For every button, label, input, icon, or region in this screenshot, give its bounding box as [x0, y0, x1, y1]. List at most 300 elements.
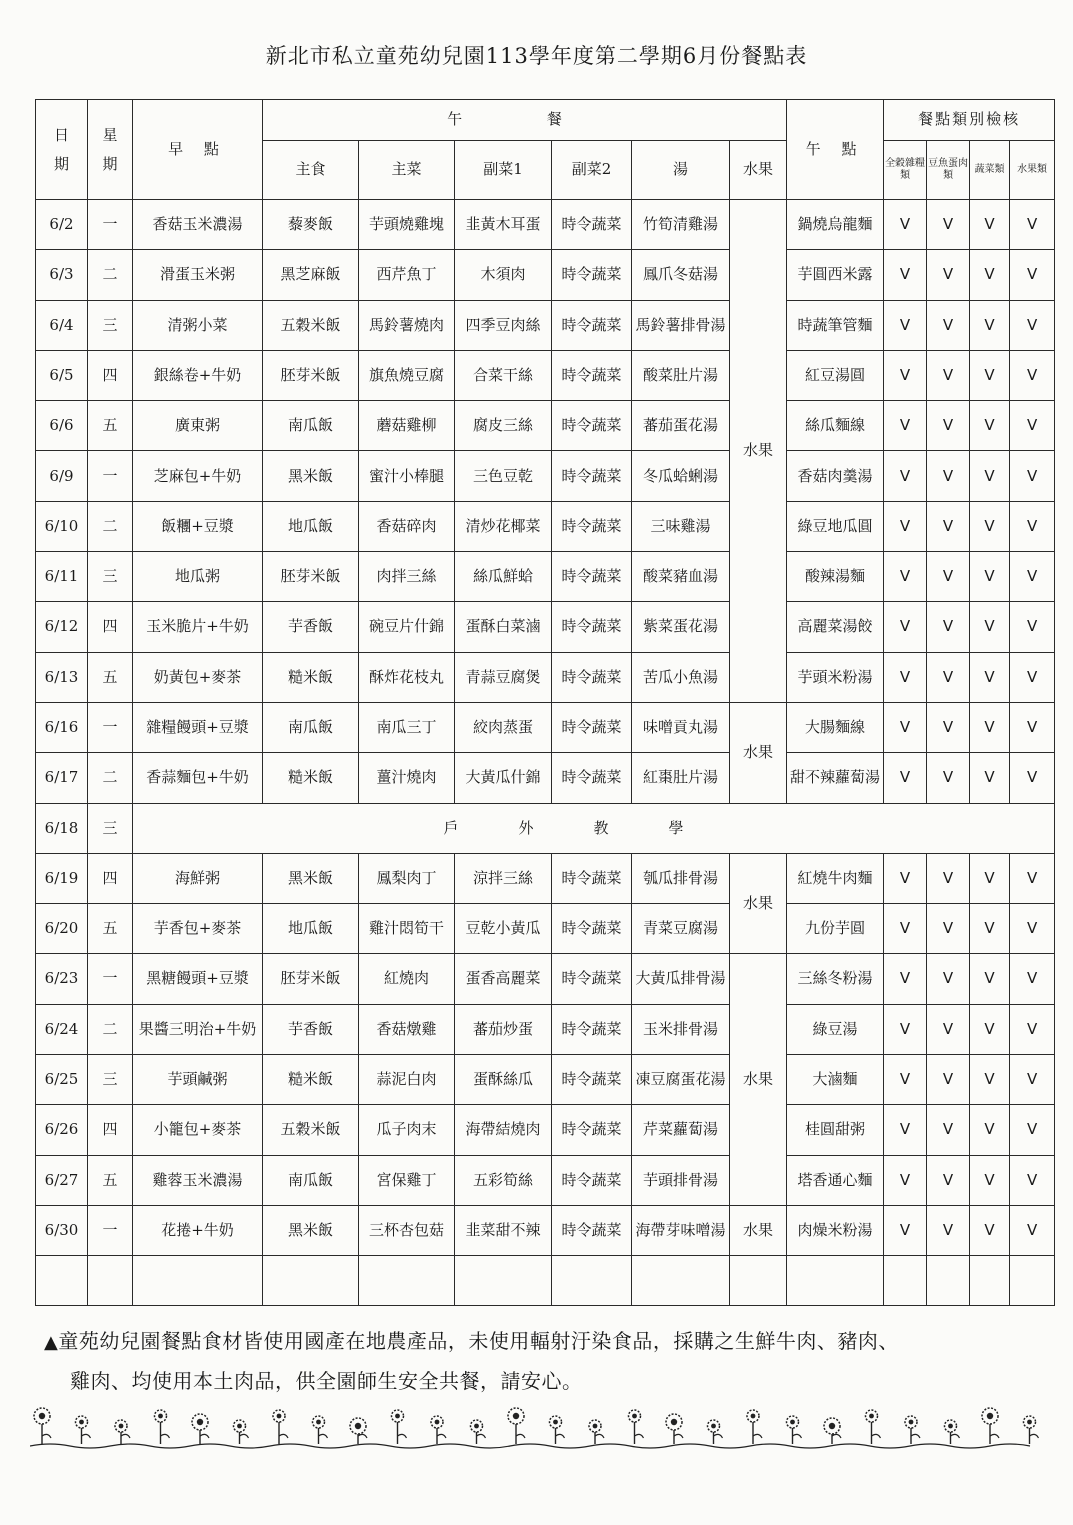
row-date: 6/26 — [36, 1105, 88, 1155]
row-check-mark: V — [1010, 200, 1055, 250]
flower-icon-part — [395, 1414, 400, 1419]
row-weekday: 二 — [88, 753, 133, 803]
row-date: 6/13 — [36, 652, 88, 702]
flower-icon-part — [790, 1420, 795, 1425]
row-check-mark: V — [927, 200, 970, 250]
row-check-mark: V — [1010, 904, 1055, 954]
row-soup: 酸菜肚片湯 — [632, 350, 730, 400]
flower-icon-part — [121, 1434, 130, 1438]
row-snack: 肉燥米粉湯 — [787, 1205, 884, 1255]
row-side1: 蛋香高麗菜 — [455, 954, 552, 1004]
row-date: 6/2 — [36, 200, 88, 250]
row-weekday: 四 — [88, 350, 133, 400]
flower-icon-part — [237, 1424, 242, 1429]
table-row — [36, 350, 1055, 400]
table-row — [36, 954, 1055, 1004]
row-side2: 時令蔬菜 — [552, 300, 632, 350]
row-side1: 合菜干絲 — [455, 350, 552, 400]
triangle-marker: ▲ — [44, 1332, 59, 1353]
row-date: 6/4 — [36, 300, 88, 350]
flower-icon-part — [279, 1434, 288, 1438]
row-check-mark: V — [927, 904, 970, 954]
row-soup: 海帶芽味噌湯 — [632, 1205, 730, 1255]
row-check-mark: V — [1010, 1105, 1055, 1155]
row-soup: 三味雞湯 — [632, 501, 730, 551]
row-date: 6/24 — [36, 1004, 88, 1054]
table-row — [36, 300, 1055, 350]
flower-icon-part — [197, 1419, 203, 1425]
row-date: 6/23 — [36, 954, 88, 1004]
row-fruit: 水果 — [730, 702, 787, 803]
flower-icon-part — [319, 1434, 328, 1438]
row-check-mark: V — [927, 702, 970, 752]
row-breakfast: 果醬三明治+牛奶 — [133, 1004, 263, 1054]
row-side1: 清炒花椰菜 — [455, 501, 552, 551]
header-check-vegetable: 蔬菜類 — [970, 141, 1010, 200]
row-snack: 芋圓西米露 — [787, 250, 884, 300]
row-date: 6/20 — [36, 904, 88, 954]
row-staple: 黑米飯 — [263, 451, 359, 501]
row-check-mark: V — [927, 350, 970, 400]
header-breakfast: 早 點 — [133, 100, 263, 200]
row-check-mark: V — [1010, 1155, 1055, 1205]
row-check-mark: V — [927, 1004, 970, 1054]
row-date: 6/9 — [36, 451, 88, 501]
row-breakfast: 香菇玉米濃湯 — [133, 200, 263, 250]
flower-icon-part — [119, 1424, 124, 1429]
row-check-mark: V — [970, 300, 1010, 350]
footer-note — [44, 1322, 1054, 1400]
flower-icon-part — [477, 1434, 486, 1438]
row-check-mark: V — [884, 954, 927, 1004]
row-check-mark: V — [1010, 401, 1055, 451]
row-check-mark: V — [884, 401, 927, 451]
flower-icon-part — [990, 1434, 999, 1438]
row-check-mark: V — [970, 401, 1010, 451]
row-main-dish: 宮保雞丁 — [359, 1155, 455, 1205]
row-check-mark: V — [1010, 501, 1055, 551]
row-check-mark: V — [970, 250, 1010, 300]
row-check-mark: V — [970, 652, 1010, 702]
table-row — [36, 1155, 1055, 1205]
table-row — [36, 200, 1055, 250]
row-check-mark: V — [927, 753, 970, 803]
blank-row — [36, 1256, 1055, 1306]
row-breakfast: 滑蛋玉米粥 — [133, 250, 263, 300]
row-check-mark: V — [970, 1155, 1010, 1205]
row-weekday: 四 — [88, 602, 133, 652]
row-main-dish: 雞汁悶筍干 — [359, 904, 455, 954]
row-main-dish: 薑汁燒肉 — [359, 753, 455, 803]
row-side2: 時令蔬菜 — [552, 1055, 632, 1105]
row-check-mark: V — [884, 501, 927, 551]
row-staple: 黑米飯 — [263, 853, 359, 903]
row-main-dish: 紅燒肉 — [359, 954, 455, 1004]
footer-note-line1: 童苑幼兒園餐點食材皆使用國產在地農產品，未使用輻射汙染食品，採購之生鮮牛肉、豬肉、 — [58, 1329, 899, 1353]
flower-icon-part — [39, 1413, 45, 1419]
outdoor-teaching-cell: 戶外教學 — [133, 803, 1055, 853]
row-staple: 南瓜飯 — [263, 1155, 359, 1205]
row-check-mark: V — [1010, 753, 1055, 803]
flower-icon-part — [355, 1423, 361, 1429]
row-check-mark: V — [970, 451, 1010, 501]
row-side2: 時令蔬菜 — [552, 501, 632, 551]
row-fruit: 水果 — [730, 200, 787, 703]
row-soup: 紅棗肚片湯 — [632, 753, 730, 803]
flower-icon-part — [987, 1413, 993, 1419]
row-check-mark: V — [884, 753, 927, 803]
row-check-mark: V — [884, 853, 927, 903]
table-row — [36, 552, 1055, 602]
flower-icon-part — [714, 1434, 723, 1438]
row-main-dish: 瓜子肉末 — [359, 1105, 455, 1155]
header-weekday-2: 期 — [102, 154, 118, 173]
row-check-mark: V — [884, 300, 927, 350]
row-fruit: 水果 — [730, 954, 787, 1205]
row-check-mark: V — [1010, 1055, 1055, 1105]
flower-icon-part — [909, 1420, 914, 1425]
flower-icon-part — [711, 1424, 716, 1429]
row-check-mark: V — [884, 1155, 927, 1205]
row-snack: 桂圓甜粥 — [787, 1105, 884, 1155]
row-side1: 蛋酥絲瓜 — [455, 1055, 552, 1105]
row-side1: 絞肉蒸蛋 — [455, 702, 552, 752]
table-row — [36, 501, 1055, 551]
blank-cell — [970, 1256, 1010, 1306]
blank-cell — [552, 1256, 632, 1306]
row-date: 6/16 — [36, 702, 88, 752]
row-snack: 大腸麵線 — [787, 702, 884, 752]
row-check-mark: V — [1010, 652, 1055, 702]
row-soup: 紫菜蛋花湯 — [632, 602, 730, 652]
row-check-mark: V — [884, 652, 927, 702]
flower-icon-part — [829, 1423, 835, 1429]
flower-icon-part — [79, 1420, 84, 1425]
row-side2: 時令蔬菜 — [552, 753, 632, 803]
row-soup: 冬瓜蛤蜊湯 — [632, 451, 730, 501]
row-check-mark: V — [1010, 552, 1055, 602]
row-side1: 涼拌三絲 — [455, 853, 552, 903]
row-check-mark: V — [970, 753, 1010, 803]
row-staple: 糙米飯 — [263, 652, 359, 702]
row-main-dish: 芋頭燒雞塊 — [359, 200, 455, 250]
flower-icon-part — [516, 1434, 525, 1438]
row-check-mark: V — [927, 652, 970, 702]
flower-icon-part — [316, 1420, 321, 1425]
row-check-mark: V — [970, 1105, 1010, 1155]
row-main-dish: 碗豆片什錦 — [359, 602, 455, 652]
row-staple: 胚芽米飯 — [263, 350, 359, 400]
blank-cell — [455, 1256, 552, 1306]
row-main-dish: 香菇燉雞 — [359, 1004, 455, 1054]
page-title: 新北市私立童苑幼兒園113學年度第二學期6月份餐點表 — [265, 44, 808, 68]
header-date — [36, 100, 88, 200]
row-breakfast: 玉米脆片+牛奶 — [133, 602, 263, 652]
blank-cell — [1010, 1256, 1055, 1306]
flower-icon-part — [753, 1434, 762, 1438]
row-side2: 時令蔬菜 — [552, 250, 632, 300]
row-check-mark: V — [970, 1004, 1010, 1054]
flower-icon-part — [161, 1434, 170, 1438]
row-side2: 時令蔬菜 — [552, 652, 632, 702]
row-side1: 三色豆乾 — [455, 451, 552, 501]
header-weekday-1: 星 — [102, 126, 118, 144]
flower-icon-part — [435, 1420, 440, 1425]
row-check-mark: V — [1010, 451, 1055, 501]
row-side2: 時令蔬菜 — [552, 1155, 632, 1205]
blank-cell — [730, 1256, 787, 1306]
row-main-dish: 南瓜三丁 — [359, 702, 455, 752]
row-check-mark: V — [884, 552, 927, 602]
row-check-mark: V — [970, 1055, 1010, 1105]
header-side2: 副菜2 — [552, 141, 632, 200]
row-weekday: 五 — [88, 1155, 133, 1205]
row-weekday: 三 — [88, 803, 133, 853]
flower-icon-part — [593, 1424, 598, 1429]
row-date: 6/30 — [36, 1205, 88, 1255]
row-check-mark: V — [927, 300, 970, 350]
row-check-mark: V — [884, 1004, 927, 1054]
header-main-dish: 主菜 — [359, 141, 455, 200]
row-check-mark: V — [927, 552, 970, 602]
row-snack: 時蔬筆管麵 — [787, 300, 884, 350]
header-check-fruit: 水果類 — [1010, 141, 1055, 200]
row-side2: 時令蔬菜 — [552, 602, 632, 652]
table-row — [36, 250, 1055, 300]
row-breakfast: 芋頭鹹粥 — [133, 1055, 263, 1105]
row-main-dish: 三杯杏包菇 — [359, 1205, 455, 1255]
row-side2: 時令蔬菜 — [552, 853, 632, 903]
row-date: 6/18 — [36, 803, 88, 853]
row-check-mark: V — [970, 200, 1010, 250]
row-snack: 高麗菜湯餃 — [787, 602, 884, 652]
row-check-mark: V — [927, 401, 970, 451]
row-date: 6/25 — [36, 1055, 88, 1105]
row-snack: 九份芋圓 — [787, 904, 884, 954]
row-staple: 黑米飯 — [263, 1205, 359, 1255]
row-snack: 香菇肉羹湯 — [787, 451, 884, 501]
row-main-dish: 旗魚燒豆腐 — [359, 350, 455, 400]
flower-icon-part — [674, 1434, 683, 1438]
row-date: 6/6 — [36, 401, 88, 451]
meal-table-body — [36, 200, 1055, 1306]
row-snack: 三絲冬粉湯 — [787, 954, 884, 1004]
flower-icon-part — [553, 1420, 558, 1425]
row-staple: 地瓜飯 — [263, 904, 359, 954]
row-date: 6/19 — [36, 853, 88, 903]
row-staple: 芋香飯 — [263, 602, 359, 652]
row-soup: 馬鈴薯排骨湯 — [632, 300, 730, 350]
row-staple: 芋香飯 — [263, 1004, 359, 1054]
row-soup: 竹筍清雞湯 — [632, 200, 730, 250]
blank-cell — [884, 1256, 927, 1306]
flower-icon-part — [42, 1434, 51, 1438]
flower-icon-part — [872, 1434, 881, 1438]
row-check-mark: V — [927, 954, 970, 1004]
row-side1: 木須肉 — [455, 250, 552, 300]
row-check-mark: V — [1010, 300, 1055, 350]
row-main-dish: 蜜汁小棒腿 — [359, 451, 455, 501]
flower-icon-part — [1030, 1434, 1039, 1438]
row-check-mark: V — [884, 350, 927, 400]
flower-icon-part — [240, 1434, 249, 1438]
row-side1: 蛋酥白菜滷 — [455, 602, 552, 652]
row-snack: 酸辣湯麵 — [787, 552, 884, 602]
row-breakfast: 清粥小菜 — [133, 300, 263, 350]
flower-icon-part — [793, 1434, 802, 1438]
row-side2: 時令蔬菜 — [552, 702, 632, 752]
row-check-mark: V — [884, 702, 927, 752]
row-check-mark: V — [1010, 853, 1055, 903]
row-weekday: 一 — [88, 200, 133, 250]
flower-icon-part — [158, 1414, 163, 1419]
header-soup: 湯 — [632, 141, 730, 200]
flower-icon-part — [948, 1424, 953, 1429]
row-check-mark: V — [970, 501, 1010, 551]
table-row — [36, 1055, 1055, 1105]
table-row — [36, 401, 1055, 451]
blank-cell — [88, 1256, 133, 1306]
row-side2: 時令蔬菜 — [552, 1004, 632, 1054]
row-check-mark: V — [927, 853, 970, 903]
flower-icon-part — [277, 1414, 282, 1419]
row-soup: 苦瓜小魚湯 — [632, 652, 730, 702]
row-side1: 韭菜甜不辣 — [455, 1205, 552, 1255]
row-side2: 時令蔬菜 — [552, 904, 632, 954]
row-staple: 南瓜飯 — [263, 702, 359, 752]
row-snack: 甜不辣蘿蔔湯 — [787, 753, 884, 803]
blank-cell — [787, 1256, 884, 1306]
row-snack: 塔香通心麵 — [787, 1155, 884, 1205]
row-snack: 絲瓜麵線 — [787, 401, 884, 451]
row-side1: 海帶結燒肉 — [455, 1105, 552, 1155]
row-check-mark: V — [1010, 702, 1055, 752]
row-side2: 時令蔬菜 — [552, 954, 632, 1004]
row-staple: 五穀米飯 — [263, 300, 359, 350]
row-soup: 芋頭排骨湯 — [632, 1155, 730, 1205]
row-staple: 胚芽米飯 — [263, 954, 359, 1004]
row-snack: 紅燒牛肉麵 — [787, 853, 884, 903]
row-breakfast: 香蒜麵包+牛奶 — [133, 753, 263, 803]
row-snack: 綠豆湯 — [787, 1004, 884, 1054]
row-check-mark: V — [884, 451, 927, 501]
flower-icon-part — [951, 1434, 960, 1438]
row-check-mark: V — [884, 250, 927, 300]
blank-cell — [927, 1256, 970, 1306]
row-staple: 五穀米飯 — [263, 1105, 359, 1155]
row-check-mark: V — [884, 1105, 927, 1155]
row-weekday: 三 — [88, 300, 133, 350]
row-check-mark: V — [1010, 350, 1055, 400]
row-date: 6/27 — [36, 1155, 88, 1205]
row-soup: 味噌貢丸湯 — [632, 702, 730, 752]
row-soup: 青菜豆腐湯 — [632, 904, 730, 954]
flower-icon-part — [832, 1434, 841, 1438]
row-staple: 地瓜飯 — [263, 501, 359, 551]
table-row — [36, 1004, 1055, 1054]
row-check-mark: V — [1010, 1205, 1055, 1255]
row-check-mark: V — [1010, 954, 1055, 1004]
row-main-dish: 酥炸花枝丸 — [359, 652, 455, 702]
row-side1: 豆乾小黃瓜 — [455, 904, 552, 954]
flower-icon-part — [635, 1434, 644, 1438]
blank-cell — [632, 1256, 730, 1306]
row-side1: 蕃茄炒蛋 — [455, 1004, 552, 1054]
row-side1: 五彩筍絲 — [455, 1155, 552, 1205]
row-staple: 糙米飯 — [263, 753, 359, 803]
table-row — [36, 853, 1055, 903]
row-weekday: 二 — [88, 250, 133, 300]
flower-icon-part — [556, 1434, 565, 1438]
row-side2: 時令蔬菜 — [552, 451, 632, 501]
row-check-mark: V — [1010, 1004, 1055, 1054]
row-breakfast: 奶黃包+麥茶 — [133, 652, 263, 702]
row-soup: 凍豆腐蛋花湯 — [632, 1055, 730, 1105]
flower-icon-part — [911, 1434, 920, 1438]
flower-border-decoration — [30, 1404, 1045, 1454]
row-date: 6/5 — [36, 350, 88, 400]
blank-cell — [36, 1256, 88, 1306]
row-check-mark: V — [970, 904, 1010, 954]
row-weekday: 一 — [88, 702, 133, 752]
row-breakfast: 黑糖饅頭+豆漿 — [133, 954, 263, 1004]
row-breakfast: 芝麻包+牛奶 — [133, 451, 263, 501]
row-breakfast: 芋香包+麥茶 — [133, 904, 263, 954]
row-breakfast: 雜糧饅頭+豆漿 — [133, 702, 263, 752]
row-check-mark: V — [1010, 602, 1055, 652]
row-check-mark: V — [927, 1105, 970, 1155]
row-breakfast: 地瓜粥 — [133, 552, 263, 602]
row-main-dish: 鳳梨肉丁 — [359, 853, 455, 903]
row-check-mark: V — [884, 602, 927, 652]
table-row — [36, 1105, 1055, 1155]
header-check-grains: 全穀雜糧類 — [884, 141, 927, 200]
header-side1: 副菜1 — [455, 141, 552, 200]
row-check-mark: V — [970, 552, 1010, 602]
row-side2: 時令蔬菜 — [552, 350, 632, 400]
blank-cell — [263, 1256, 359, 1306]
flower-icon-part — [82, 1434, 91, 1438]
row-soup: 酸菜豬血湯 — [632, 552, 730, 602]
row-check-mark: V — [927, 501, 970, 551]
row-staple: 南瓜飯 — [263, 401, 359, 451]
table-row — [36, 803, 1055, 853]
row-staple: 藜麥飯 — [263, 200, 359, 250]
row-date: 6/11 — [36, 552, 88, 602]
row-check-mark: V — [884, 1205, 927, 1255]
row-weekday: 三 — [88, 1055, 133, 1105]
row-side1: 青蒜豆腐煲 — [455, 652, 552, 702]
row-soup: 芹菜蘿蔔湯 — [632, 1105, 730, 1155]
row-check-mark: V — [1010, 250, 1055, 300]
flower-icon-part — [1027, 1420, 1032, 1425]
row-check-mark: V — [970, 1205, 1010, 1255]
flower-icon-part — [671, 1419, 677, 1425]
row-check-mark: V — [927, 1205, 970, 1255]
footer-note-line2: 雞肉、均使用本土肉品，供全園師生安全共餐，請安心。 — [70, 1369, 583, 1393]
meal-table — [35, 99, 1055, 1306]
row-check-mark: V — [927, 602, 970, 652]
row-breakfast: 廣東粥 — [133, 401, 263, 451]
flower-icon-part — [200, 1434, 209, 1438]
row-side2: 時令蔬菜 — [552, 401, 632, 451]
blank-cell — [359, 1256, 455, 1306]
flower-icon-part — [437, 1434, 446, 1438]
row-weekday: 四 — [88, 853, 133, 903]
flower-icon-part — [30, 1444, 1030, 1448]
row-check-mark: V — [970, 853, 1010, 903]
table-row — [36, 602, 1055, 652]
